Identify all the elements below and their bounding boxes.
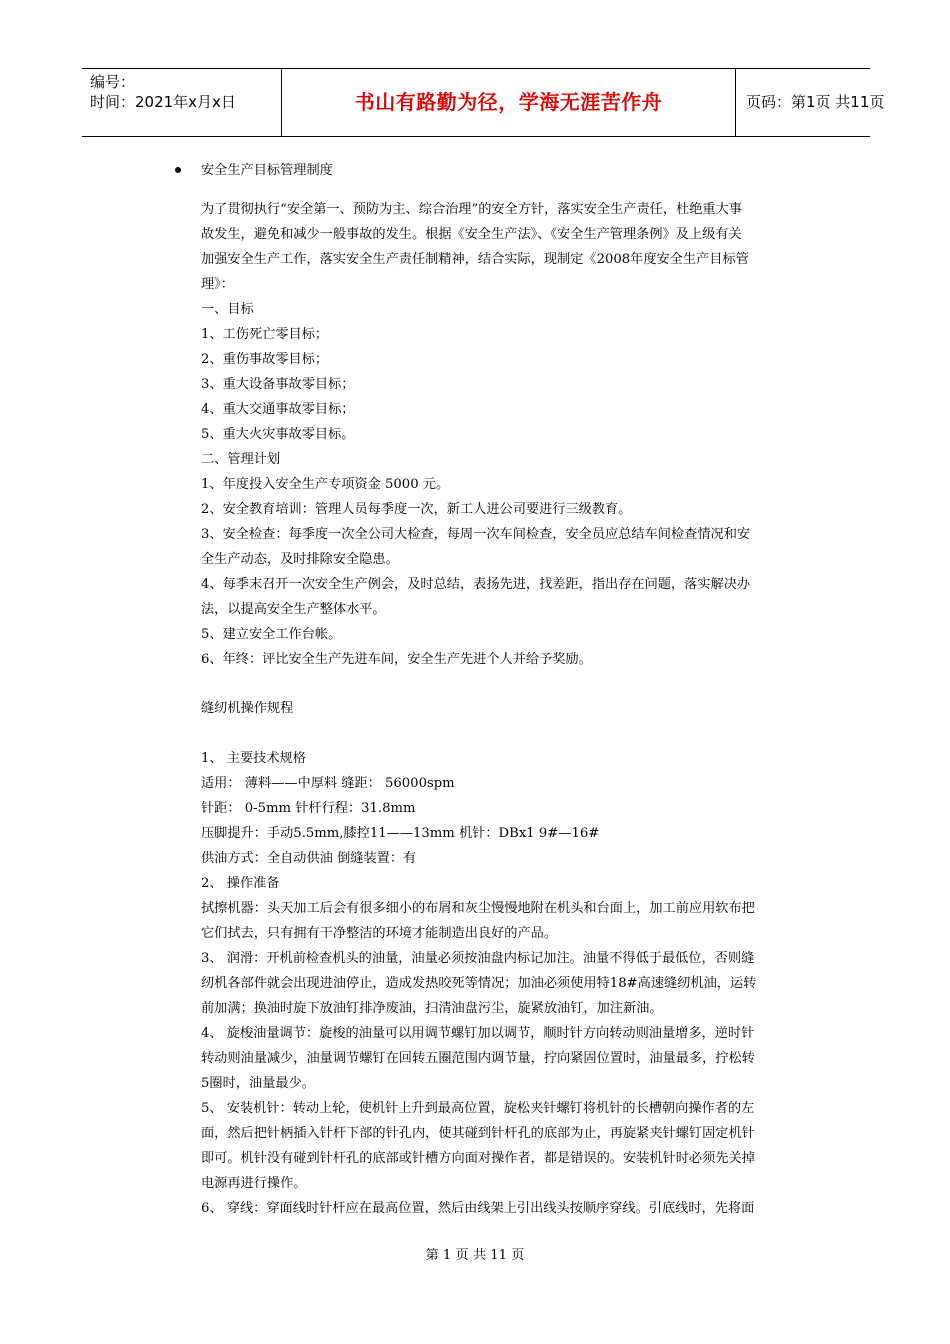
text-line: 5、重大火灾事故零目标。 [201, 427, 355, 442]
text-line: 6、年终：评比安全生产先进车间，安全生产先进个人并给予奖励。 [201, 652, 592, 667]
bullet-icon [175, 167, 181, 173]
section-title: 缝纫机操作规程 [201, 701, 294, 716]
text-line: 面，然后把针柄插入针杆下部的针孔内，使其碰到针杆孔的底部为止，再旋紧夹针螺钉固定机针 [201, 1126, 755, 1141]
document-title: 安全生产目标管理制度 [201, 163, 333, 178]
text-line: 电源再进行操作。 [201, 1176, 307, 1191]
text-line: 适用： 薄料——中厚料 缝距： 56000spm [201, 776, 455, 791]
text-line: 5、 安装机针：转动上轮，使机针上升到最高位置，旋松夹针螺钉将机针的长槽朝向操作者的左 [201, 1101, 755, 1116]
header-table [82, 68, 885, 137]
text-line: 4、 旋梭油量调节：旋梭的油量可以用调节螺钉加以调节，顺时针方向转动则油量增多，逆时针 [201, 1026, 755, 1041]
text-line: 3、 润滑：开机前检查机头的油量，油量必须按油盘内标记加注。油量不得低于最低位，否则缝 [201, 951, 755, 966]
text-line: 一、目标 [201, 302, 254, 317]
header-page-info: 页码：第1页 共11页 [746, 93, 885, 111]
text-line: 它们拭去，只有拥有干净整洁的环境才能制造出良好的产品。 [201, 926, 558, 941]
text-line: 1、 主要技术规格 [201, 751, 306, 766]
text-line: 2、 操作准备 [201, 876, 280, 891]
text-line: 二、管理计划 [201, 452, 281, 467]
text-line: 5、建立安全工作台帐。 [201, 627, 342, 642]
text-line: 4、每季末召开一次安全生产例会，及时总结，表扬先进，找差距，指出存在问题，落实解决办 [201, 577, 751, 592]
text-line: 2、重伤事故零目标； [201, 352, 329, 367]
page-footer: 第 1 页 共 11 页 [425, 1248, 525, 1263]
text-line: 压脚提升：手动5.5mm,膝控11——13mm 机针：DBx1 9#—16# [201, 826, 600, 841]
text-line: 加强安全生产工作，落实安全生产责任制精神，结合实际，现制定《2008年度安全生产目标管 [201, 252, 749, 267]
text-line: 法，以提高安全生产整体水平。 [201, 602, 386, 617]
text-line: 故发生，避免和减少一般事故的发生。根据《安全生产法》、《安全生产管理条例》及上级有关 [201, 227, 742, 242]
text-line: 5圈时，油量最少。 [201, 1076, 315, 1091]
sewing-machine-section [201, 746, 807, 1221]
text-line: 纫机各部件就会出现进油停止，造成发热咬死等情况；加油必须使用特18#高速缝纫机油，运转 [201, 976, 757, 991]
text-line: 2、安全教育培训：管理人员每季度一次，新工人进公司要进行三级教育。 [201, 502, 632, 517]
document-body [201, 160, 807, 1221]
text-line: 针距： 0-5mm 针杆行程：31.8mm [201, 801, 416, 816]
document-number-label: 编号： [90, 73, 136, 91]
text-line: 全生产动态，及时排除安全隐患。 [201, 552, 399, 567]
safety-goals-section [201, 197, 807, 672]
document-time-label: 时间：2021年x月x日 [90, 93, 236, 111]
text-line: 6、 穿线：穿面线时针杆应在最高位置，然后由线架上引出线头按顺序穿线。引底线时，先将面 [201, 1201, 755, 1216]
text-line: 3、安全检查：每季度一次全公司大检查，每周一次车间检查，安全员应总结车间检查情况和安 [201, 527, 751, 542]
text-line: 4、重大交通事故零目标； [201, 402, 355, 417]
header-motto: 书山有路勤为径，学海无涯苦作舟 [282, 69, 736, 136]
text-line: 理》： [201, 277, 234, 292]
text-line: 即可。机针没有碰到针杆孔的底部或针槽方向面对操作者，都是错误的。安装机针时必须先关掉 [201, 1151, 755, 1166]
text-line: 为了贯彻执行“安全第一、预防为主、综合治理”的安全方针，落实安全生产责任，杜绝重大事 [201, 202, 742, 217]
text-line: 前加满；换油时旋下放油钉排净废油，扫清油盘污尘，旋紧放油钉，加注新油。 [201, 1001, 663, 1016]
text-line: 1、年度投入安全生产专项资金 5000 元。 [201, 477, 450, 492]
text-line: 1、工伤死亡零目标； [201, 327, 329, 342]
text-line: 转动则油量减少，油量调节螺钉在回转五圈范围内调节量，拧向紧固位置时，油量最多，拧松转 [201, 1051, 755, 1066]
text-line: 3、重大设备事故零目标； [201, 377, 355, 392]
text-line: 拭擦机器：头天加工后会有很多细小的布屑和灰尘慢慢地附在机头和台面上，加工前应用软布把 [201, 901, 755, 916]
text-line: 供油方式：全自动供油 倒缝装置：有 [201, 851, 417, 866]
header-left-cell [82, 69, 282, 136]
